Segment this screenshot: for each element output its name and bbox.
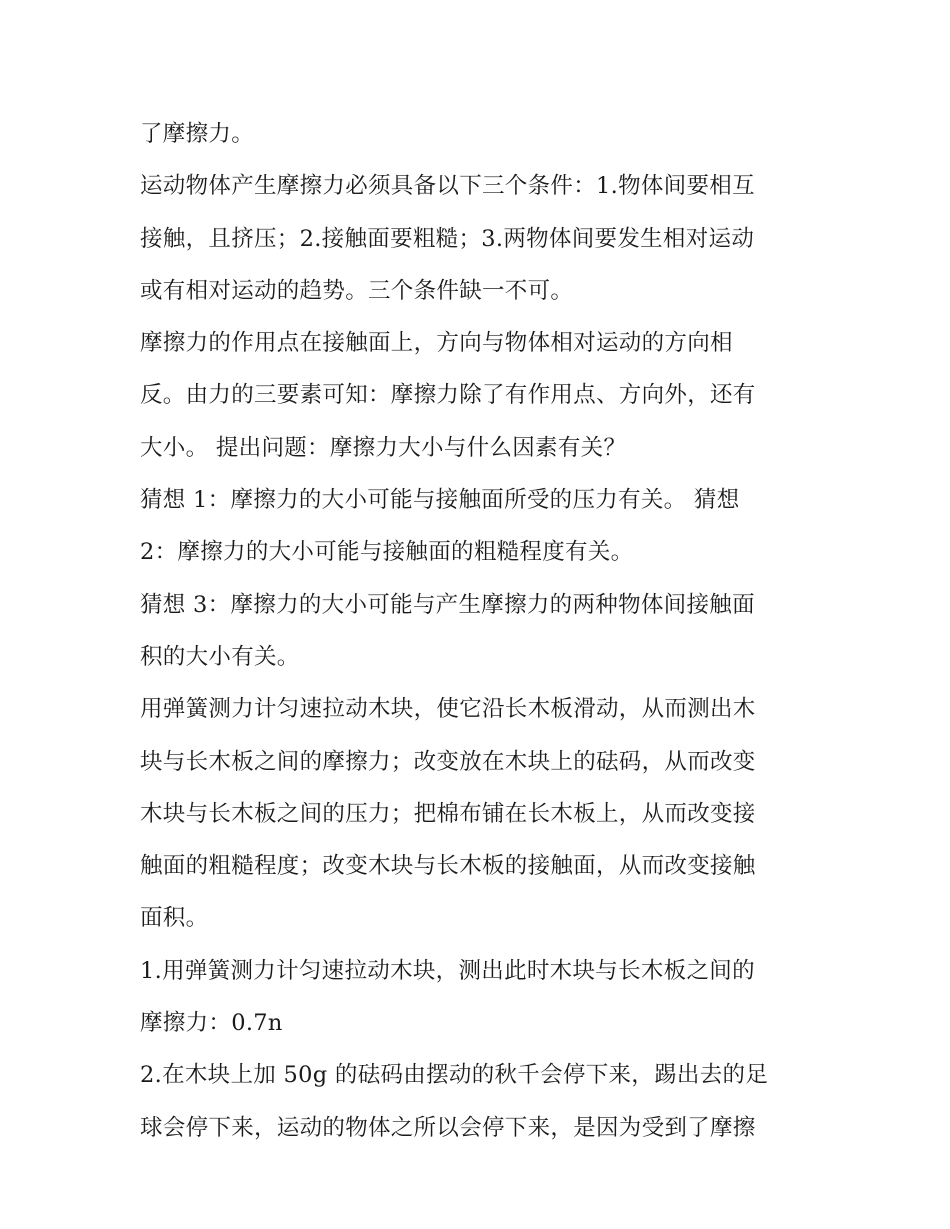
text-line: 大小。 提出问题：摩擦力大小与什么因素有关？	[140, 434, 627, 461]
text-line: 了摩擦力。	[140, 121, 255, 147]
text-line: 用弹簧测力计匀速拉动木块，使它沿长木板滑动，从而测出木	[140, 696, 756, 723]
text-line: 反。由力的三要素可知：摩擦力除了有作用点、方向外，还有	[140, 382, 756, 409]
text-line: 块与长木板之间的摩擦力；改变放在木块上的砝码，从而改变	[140, 748, 756, 775]
text-line: 球会停下来，运动的物体之所以会停下来，是因为受到了摩擦	[140, 1114, 756, 1141]
text-line: 积的大小有关。	[140, 643, 300, 670]
text-line: 猜想 1：摩擦力的大小可能与接触面所受的压力有关。 猜想	[140, 487, 740, 514]
text-line: 猜想 3：摩擦力的大小可能与产生摩擦力的两种物体间接触面	[140, 591, 755, 618]
text-line: 1.用弹簧测力计匀速拉动木块，测出此时木块与长木板之间的	[140, 957, 755, 984]
text-line: 摩擦力的作用点在接触面上，方向与物体相对运动的方向相	[140, 330, 733, 357]
text-line: 2.在木块上加 50g 的砝码由摆动的秋千会停下来，踢出去的足	[140, 1062, 769, 1089]
text-line: 触面的粗糙程度；改变木块与长木板的接触面，从而改变接触	[140, 853, 756, 880]
text-line: 接触，且挤压；2.接触面要粗糙；3.两物体间要发生相对运动	[140, 225, 755, 252]
text-line: 面积。	[140, 905, 209, 932]
text-line: 或有相对运动的趋势。三个条件缺一不可。	[140, 277, 574, 304]
text-line: 摩擦力：0.7n	[140, 1010, 283, 1037]
text-line: 运动物体产生摩擦力必须具备以下三个条件：1.物体间要相互	[140, 173, 755, 200]
text-line: 2：摩擦力的大小可能与接触面的粗糙程度有关。	[140, 539, 634, 566]
document-body	[140, 108, 830, 1154]
text-line: 木块与长木板之间的压力；把棉布铺在长木板上，从而改变接	[140, 800, 756, 827]
